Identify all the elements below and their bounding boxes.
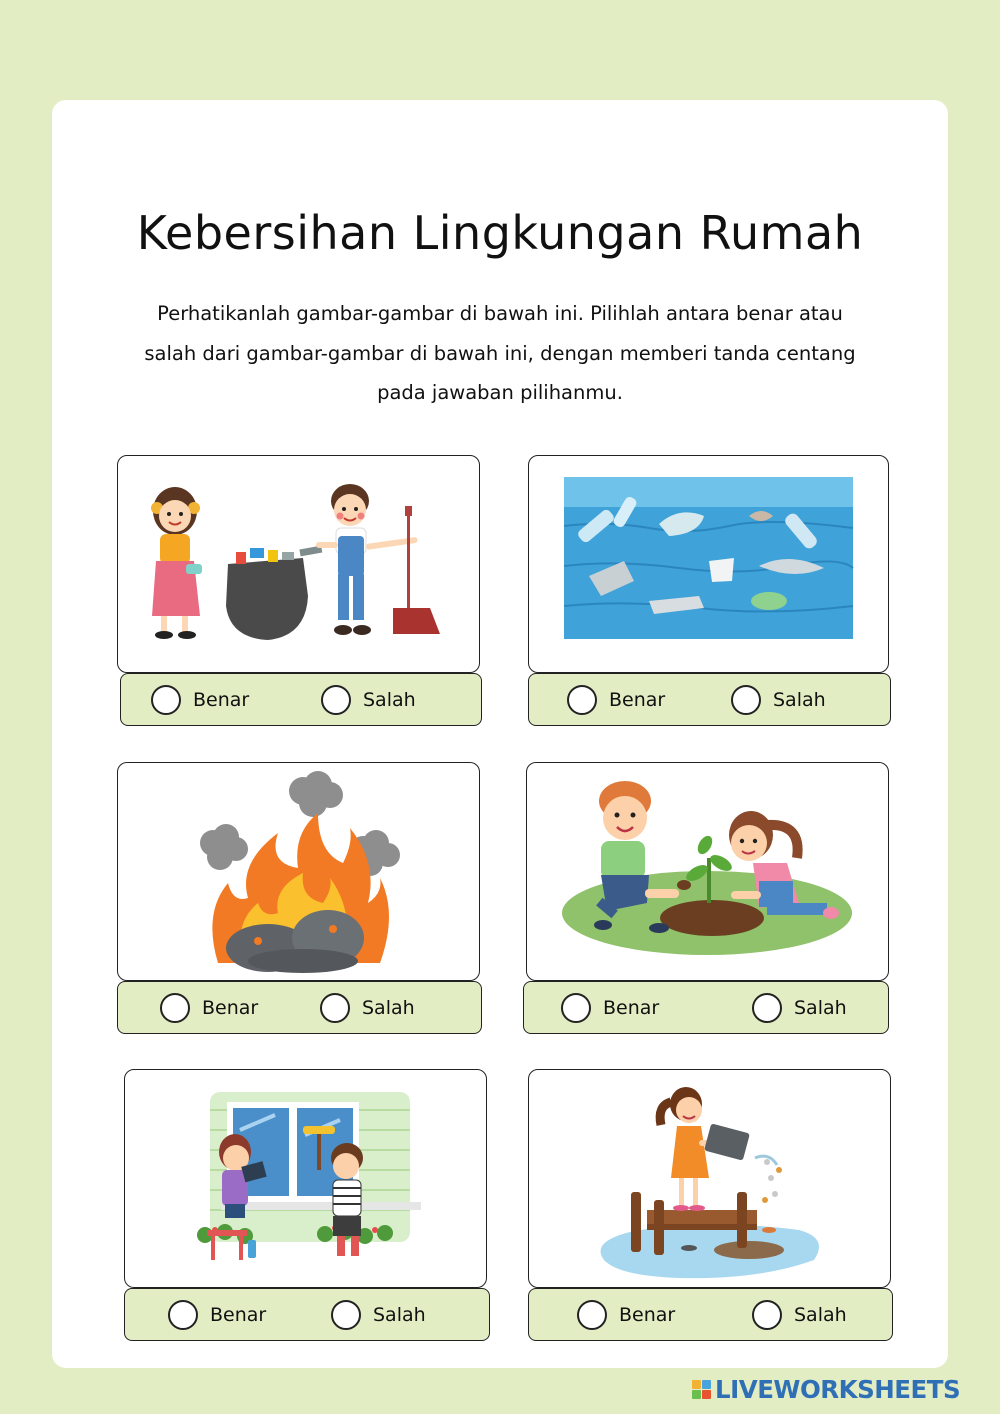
question-3-benar-radio[interactable] bbox=[160, 993, 190, 1023]
question-5-salah-option[interactable] bbox=[331, 1289, 426, 1340]
question-2-benar-option[interactable] bbox=[567, 674, 665, 725]
question-4-salah-option[interactable] bbox=[752, 982, 847, 1033]
question-5-benar-label: Benar bbox=[210, 1303, 267, 1326]
question-2-benar-label: Benar bbox=[609, 688, 666, 711]
question-1-salah-radio[interactable] bbox=[321, 685, 351, 715]
girl-dumping-trash-in-water-illustration bbox=[529, 1070, 891, 1288]
question-3-answer-bar bbox=[117, 981, 482, 1034]
question-5-picture bbox=[124, 1069, 487, 1288]
children-cleaning-window-illustration bbox=[125, 1070, 487, 1288]
question-1-picture bbox=[117, 455, 480, 673]
question-2-salah-option[interactable] bbox=[731, 674, 826, 725]
question-4-picture bbox=[526, 762, 889, 981]
burning-trash-bags-illustration bbox=[118, 763, 480, 981]
question-5-salah-label: Salah bbox=[373, 1303, 426, 1326]
question-2-salah-radio[interactable] bbox=[731, 685, 761, 715]
question-3-picture bbox=[117, 762, 480, 981]
question-4-salah-label: Salah bbox=[794, 996, 847, 1019]
watermark-text: LIVEWORKSHEETS bbox=[715, 1374, 961, 1404]
question-6-salah-label: Salah bbox=[794, 1303, 847, 1326]
question-4-benar-radio[interactable] bbox=[561, 993, 591, 1023]
instructions-text: Perhatikanlah gambar-gambar di bawah ini. Pilihlah antara benar atau salah dari gambar-gambar di bawah ini, dengan memberi tanda centang pada jawaban pilihanmu. bbox=[144, 302, 856, 404]
question-2-benar-radio[interactable] bbox=[567, 685, 597, 715]
question-1-benar-radio[interactable] bbox=[151, 685, 181, 715]
question-2-salah-label: Salah bbox=[773, 688, 826, 711]
question-1-salah-option[interactable] bbox=[321, 674, 416, 725]
question-2-picture bbox=[528, 455, 889, 673]
question-5-benar-option[interactable] bbox=[168, 1289, 266, 1340]
question-6-answer-bar bbox=[528, 1288, 893, 1341]
question-6-benar-label: Benar bbox=[619, 1303, 676, 1326]
question-6-picture bbox=[528, 1069, 891, 1288]
question-6-benar-option[interactable] bbox=[577, 1289, 675, 1340]
question-1-salah-label: Salah bbox=[363, 688, 416, 711]
question-5-benar-radio[interactable] bbox=[168, 1300, 198, 1330]
children-collecting-trash-illustration bbox=[118, 456, 480, 673]
question-4-benar-option[interactable] bbox=[561, 982, 659, 1033]
liveworksheets-watermark bbox=[692, 1374, 960, 1404]
question-4-answer-bar bbox=[523, 981, 889, 1034]
question-6-benar-radio[interactable] bbox=[577, 1300, 607, 1330]
liveworksheets-logo-icon bbox=[692, 1380, 711, 1399]
question-1-benar-option[interactable] bbox=[151, 674, 249, 725]
page-title: Kebersihan Lingkungan Rumah bbox=[136, 206, 864, 260]
question-5-answer-bar bbox=[124, 1288, 490, 1341]
question-3-benar-label: Benar bbox=[202, 996, 259, 1019]
plastic-waste-in-ocean-illustration bbox=[529, 456, 889, 673]
question-3-salah-label: Salah bbox=[362, 996, 415, 1019]
question-1-answer-bar bbox=[120, 673, 482, 726]
question-4-salah-radio[interactable] bbox=[752, 993, 782, 1023]
question-2-answer-bar bbox=[528, 673, 891, 726]
question-6-salah-radio[interactable] bbox=[752, 1300, 782, 1330]
children-planting-tree-illustration bbox=[527, 763, 889, 981]
question-1-benar-label: Benar bbox=[193, 688, 250, 711]
question-3-salah-option[interactable] bbox=[320, 982, 415, 1033]
question-5-salah-radio[interactable] bbox=[331, 1300, 361, 1330]
question-4-benar-label: Benar bbox=[603, 996, 660, 1019]
question-3-salah-radio[interactable] bbox=[320, 993, 350, 1023]
question-6-salah-option[interactable] bbox=[752, 1289, 847, 1340]
question-3-benar-option[interactable] bbox=[160, 982, 258, 1033]
